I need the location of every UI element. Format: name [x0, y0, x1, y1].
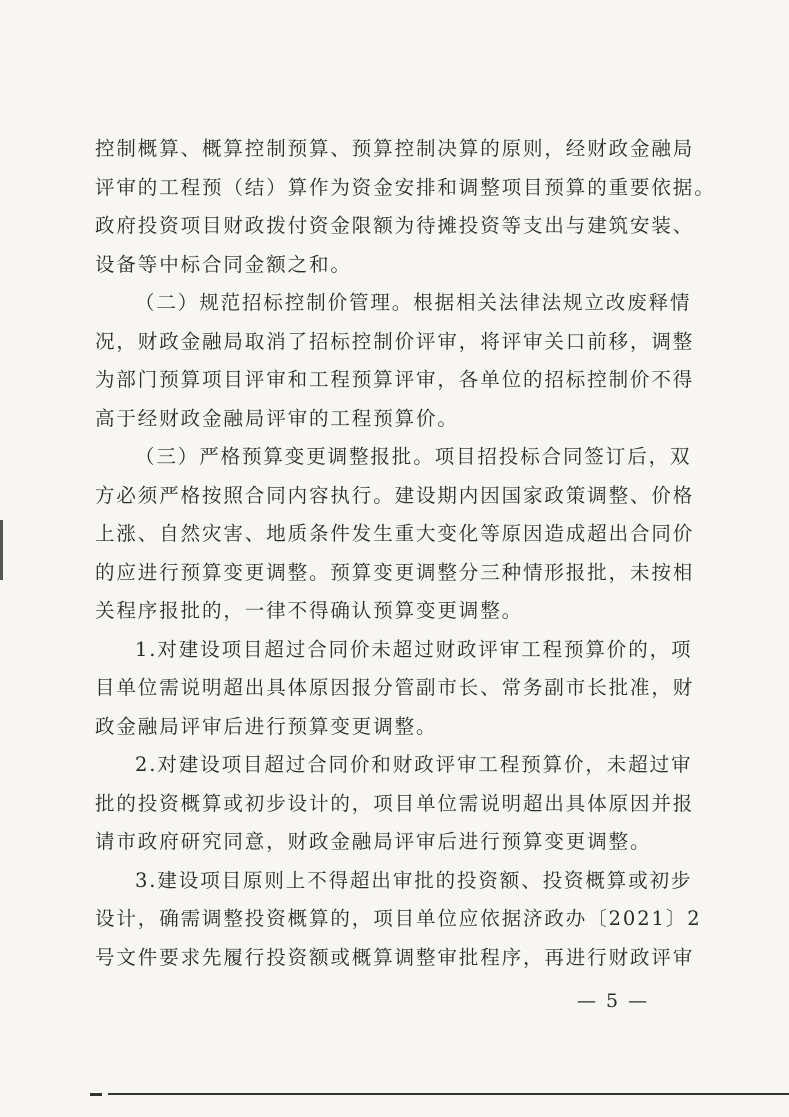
- text-line: 2.对建设项目超过合同价和财政评审工程预算价，未超过审: [135, 753, 693, 776]
- text-line: 关程序报批的，一律不得确认预算变更调整。: [95, 599, 524, 622]
- text-line: 设备等中标合同金额之和。: [95, 252, 352, 276]
- text-line: （二）规范招标控制价管理。根据相关法律法规立改废释情: [135, 291, 692, 314]
- text-line: 号文件要求先履行投资额或概算调整审批程序，再进行财政评审: [95, 945, 695, 969]
- bottom-rule: [108, 1093, 789, 1095]
- text-line: 为部门预算项目评审和工程预算评审，各单位的招标控制价不得: [95, 368, 695, 391]
- text-line: 3.建设项目原则上不得超出审批的投资额、投资概算或初步: [135, 868, 693, 892]
- text-line: 1.对建设项目超过合同价未超过财政评审工程预算价的，项: [135, 637, 693, 661]
- text-line: 目单位需说明超出具体原因报分管副市长、常务副市长批准，财: [95, 676, 695, 699]
- text-line: 请市政府研究同意，财政金融局评审后进行预算变更调整。: [95, 830, 652, 853]
- text-line: 政金融局评审后进行预算变更调整。: [95, 714, 438, 738]
- text-line: 设计，确需调整投资概算的，项目单位应依据济政办〔2021〕2: [95, 907, 702, 930]
- edge-mark: [0, 520, 3, 580]
- bottom-mark: [90, 1093, 102, 1096]
- body-text: [95, 130, 716, 977]
- text-line: 方必须严格按照合同内容执行。建设期内因国家政策调整、价格: [95, 483, 695, 507]
- text-line: 况，财政金融局取消了招标控制价评审，将评审关口前移，调整: [95, 329, 695, 353]
- text-line: 政府投资项目财政拨付资金限额为待摊投资等支出与建筑安装、: [95, 214, 695, 237]
- text-line: 控制概算、概算控制预算、预算控制决算的原则，经财政金融局: [95, 137, 695, 160]
- text-line: 评审的工程预（结）算作为资金安排和调整项目预算的重要依据。: [95, 175, 716, 199]
- text-line: 的应进行预算变更调整。预算变更调整分三种情形报批，未按相: [95, 560, 695, 584]
- text-line: 高于经财政金融局评审的工程预算价。: [95, 406, 459, 430]
- text-line: 批的投资概算或初步设计的，项目单位需说明超出具体原因并报: [95, 791, 695, 815]
- text-line: （三）严格预算变更调整报批。项目招投标合同签订后，双: [135, 445, 692, 468]
- page-number: — 5 —: [577, 990, 650, 1012]
- text-line: 上涨、自然灾害、地质条件发生重大变化等原因造成超出合同价: [95, 522, 695, 545]
